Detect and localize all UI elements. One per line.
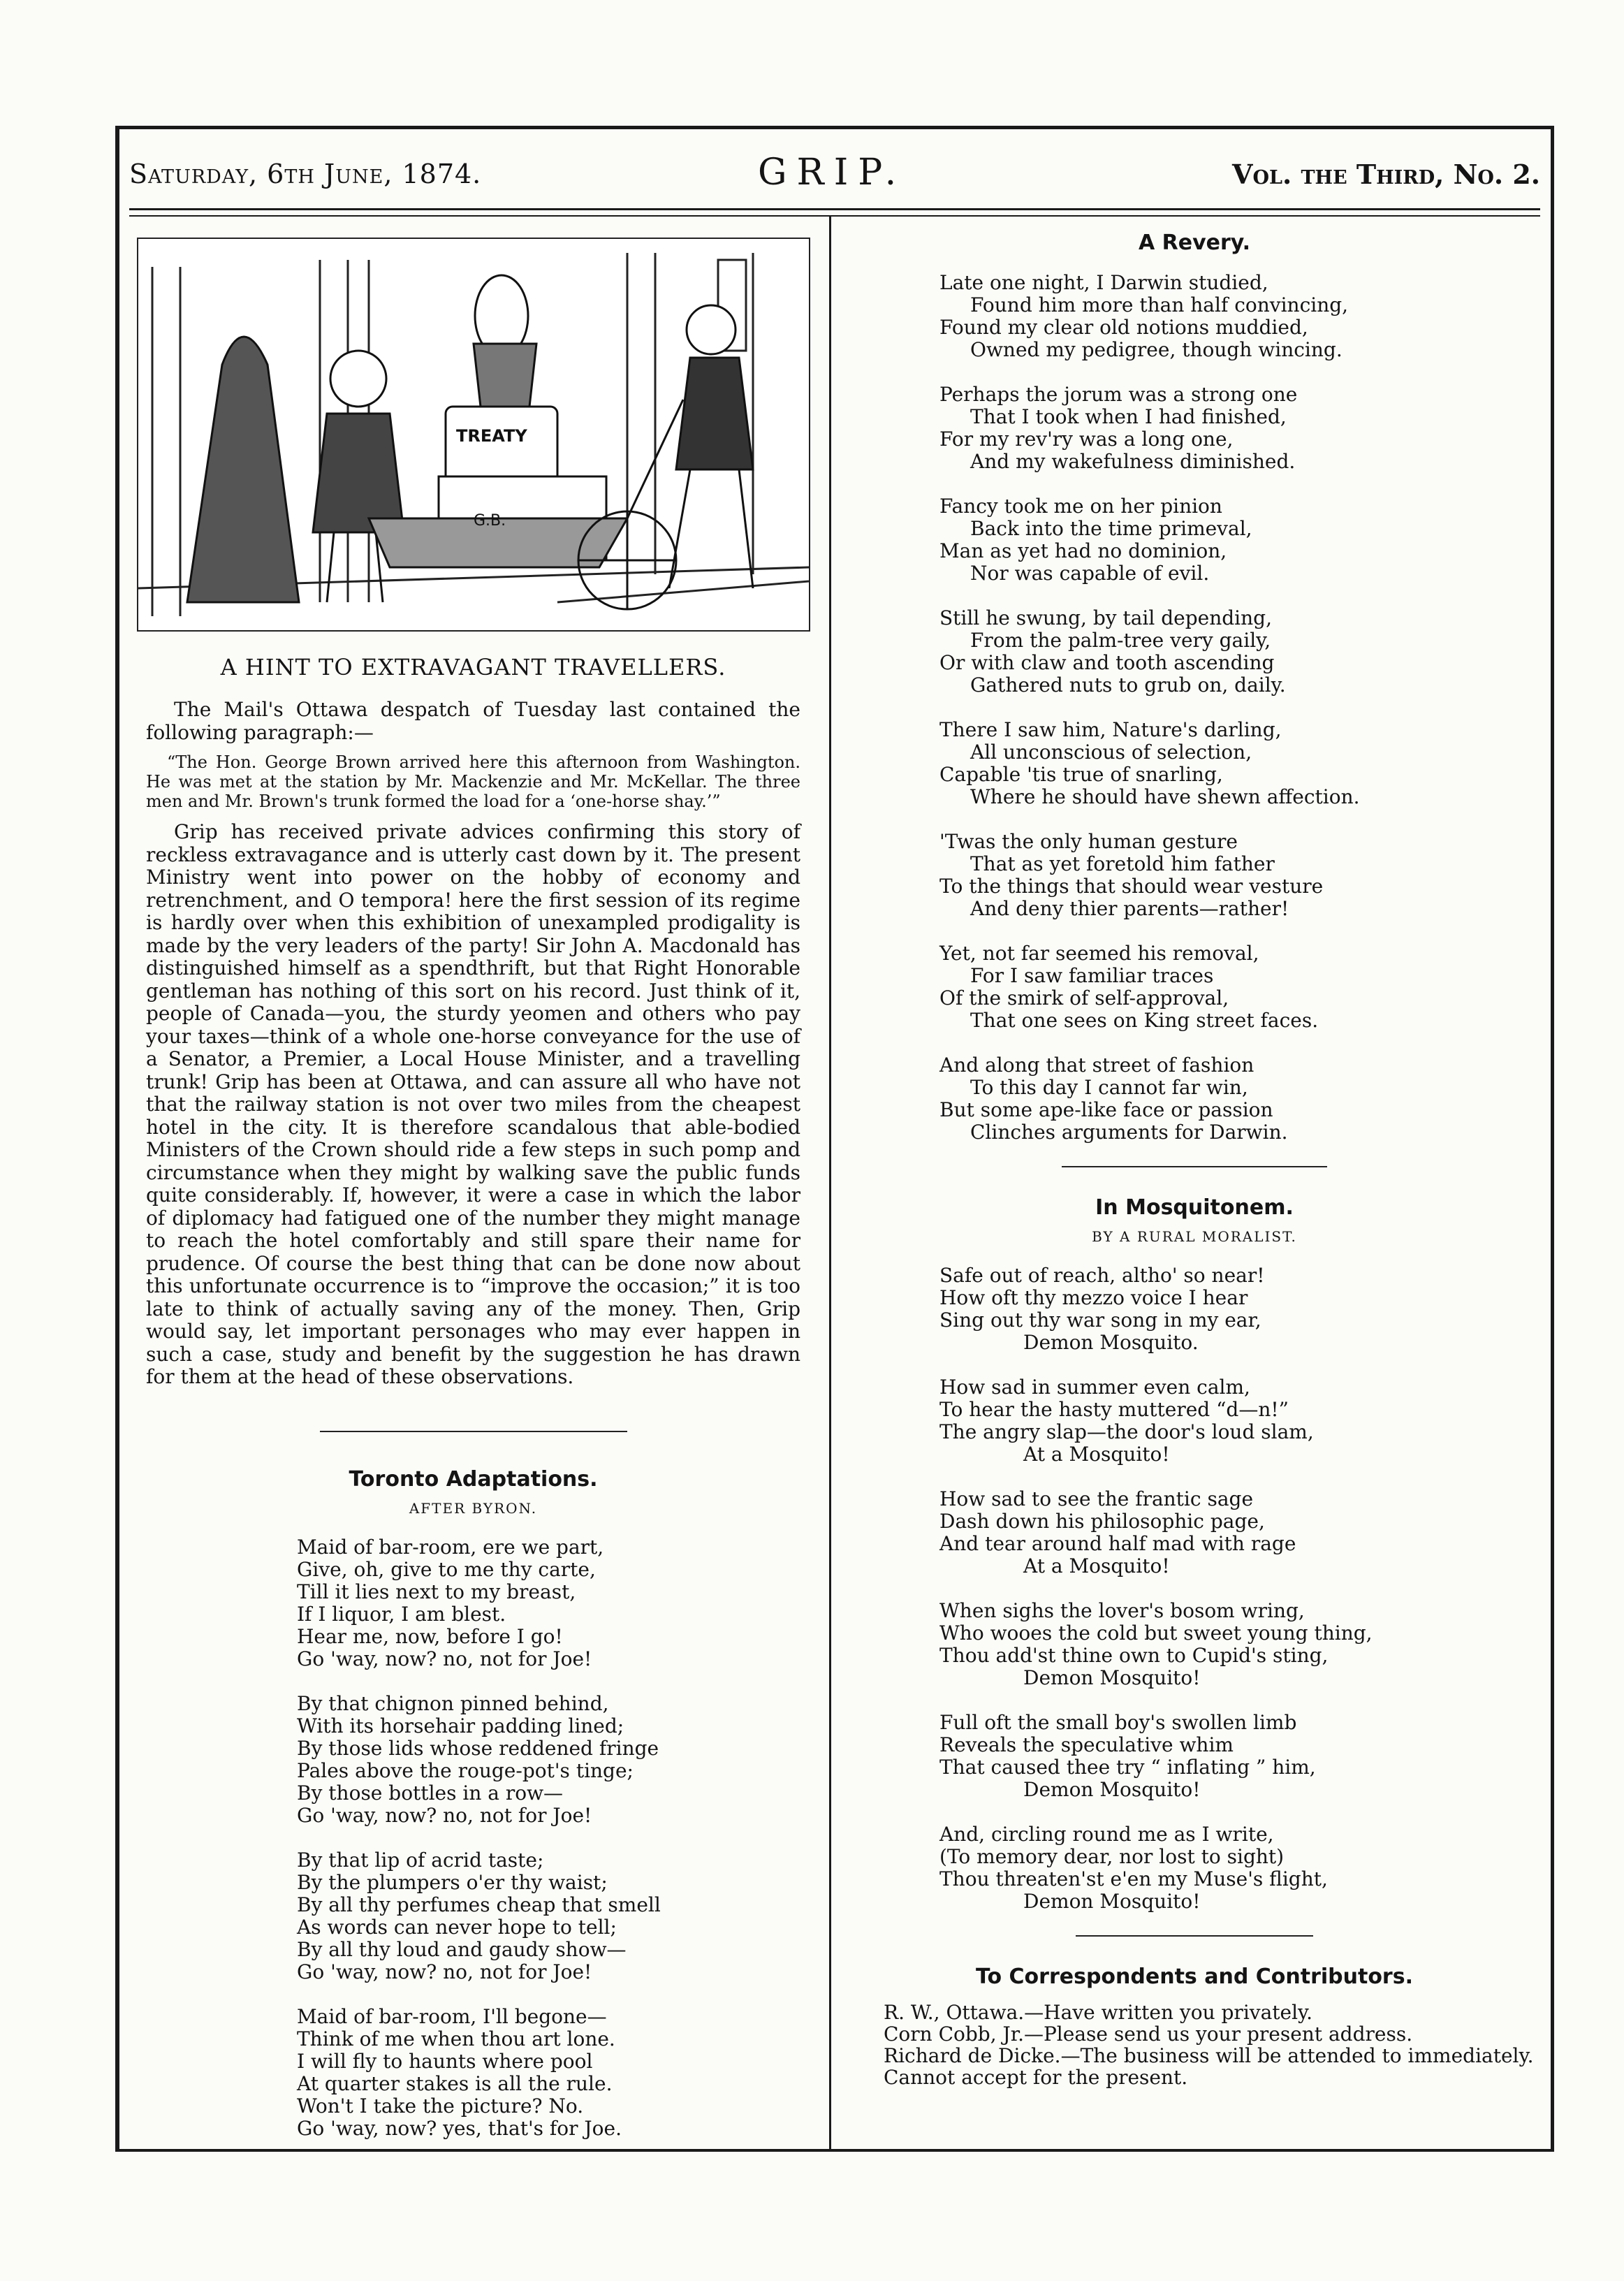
poem-line: To hear the hasty muttered “d—n!” [939, 1398, 1289, 1421]
poem-line: I will fly to haunts where pool [297, 2049, 593, 2073]
poem-line: And my wakefulness diminished. [970, 450, 1296, 473]
poem-stanza [939, 1265, 1544, 1354]
poem-a-revery [939, 272, 1544, 1144]
poem-stanza [297, 1536, 817, 1670]
left-column [129, 231, 817, 2162]
editorial-cartoon [137, 238, 810, 632]
poem-stanza [939, 1712, 1544, 1801]
correspondent-note: Cannot accept for the present. [884, 2066, 1188, 2089]
poem-line: Back into the time primeval, [970, 517, 1252, 540]
poem-line: But some ape-like face or passion [939, 1098, 1273, 1121]
poem-line: Clinches arguments for Darwin. [970, 1121, 1288, 1144]
poem-title-revery: A Revery. [1138, 231, 1250, 255]
poem-line: From the palm-tree very gaily, [970, 629, 1271, 652]
poem-in-mosquitonem [939, 1265, 1544, 1913]
poem-stanza [939, 1054, 1544, 1144]
poem-line: At a Mosquito! [1023, 1554, 1170, 1577]
poem-stanza [939, 272, 1544, 361]
poem-line: Thou threaten'st e'en my Muse's flight, [939, 1867, 1328, 1890]
poem-line: Demon Mosquito! [1023, 1666, 1201, 1689]
poem-stanza [939, 495, 1544, 585]
poem-line: Go 'way, now? no, not for Joe! [297, 1960, 592, 1983]
poem-line: And along that street of fashion [939, 1054, 1254, 1077]
poem-line: How sad in summer even calm, [939, 1376, 1250, 1399]
header-rule-thin [129, 215, 1540, 217]
poem-line: To the things that should wear vesture [939, 875, 1324, 898]
poem-stanza [297, 1849, 817, 1983]
masthead-title: GRIP. [758, 152, 907, 194]
poem-byline-toronto: AFTER BYRON. [409, 1499, 538, 1517]
poem-line: Think of me when thou art lone. [297, 2027, 615, 2050]
poem-line: By the plumpers o'er thy waist; [297, 1870, 608, 1894]
poem-line: Till it lies next to my breast, [297, 1580, 576, 1603]
poem-line: Demon Mosquito! [1023, 1778, 1201, 1801]
poem-line: Go 'way, now? no, not for Joe! [297, 1647, 592, 1670]
poem-stanza [939, 1600, 1544, 1689]
poem-line: At a Mosquito! [1023, 1443, 1170, 1466]
poem-line: Fancy took me on her pinion [939, 495, 1222, 518]
poem-line: Man as yet had no dominion, [939, 539, 1227, 562]
poem-title-toronto: Toronto Adaptations. [349, 1466, 598, 1492]
poem-byline-mosquito: BY A RURAL MORALIST. [1092, 1228, 1297, 1245]
poem-line: How sad to see the frantic sage [939, 1487, 1254, 1510]
poem-stanza [939, 384, 1544, 473]
poem-stanza [939, 607, 1544, 697]
poem-line: By all thy perfumes cheap that smell [297, 1893, 661, 1916]
poem-stanza [939, 1376, 1544, 1466]
cartoon-label-treaty: TREATY [455, 426, 527, 446]
poem-line: And deny thier parents—rather! [970, 897, 1289, 920]
poem-line: By those lids whose reddened fringe [297, 1736, 659, 1760]
poem-line: By that chignon pinned behind, [297, 1691, 609, 1715]
section-divider [320, 1431, 627, 1432]
poem-stanza [297, 1693, 817, 1827]
poem-line: Where he should have shewn affection. [970, 785, 1360, 808]
page-border-right [1551, 126, 1554, 2152]
poem-line: Demon Mosquito. [1023, 1331, 1199, 1354]
poem-stanza [939, 831, 1544, 920]
poem-line: Maid of bar-room, I'll begone— [297, 2004, 607, 2028]
correspondent-note: Corn Cobb, Jr.—Please send us your present address. [884, 2023, 1413, 2046]
poem-line: Or with claw and tooth ascending [939, 651, 1275, 674]
poem-line: By that lip of acrid taste; [297, 1848, 544, 1872]
poem-line: To this day I cannot far win, [970, 1076, 1248, 1099]
correspondents-title: To Correspondents and Contributors. [976, 1965, 1413, 1989]
poem-line: For I saw familiar traces [970, 964, 1214, 987]
poem-line: Gathered nuts to grub on, daily. [970, 673, 1286, 697]
poem-line: There I saw him, Nature's darling, [939, 718, 1282, 741]
poem-line: Won't I take the picture? No. [297, 2094, 584, 2118]
section-divider [1062, 1166, 1327, 1167]
poem-line: How oft thy mezzo voice I hear [939, 1286, 1248, 1309]
poem-line: When sighs the lover's bosom wring, [939, 1599, 1305, 1622]
volume-number: Vol. the Third, No. 2. [1232, 159, 1540, 190]
poem-line: Go 'way, now? no, not for Joe! [297, 1803, 592, 1827]
section-divider [1076, 1935, 1313, 1937]
poem-line: For my rev'ry was a long one, [939, 428, 1234, 451]
poem-stanza [939, 1823, 1544, 1913]
poem-line: Found my clear old notions muddied, [939, 316, 1308, 339]
poem-line: Dash down his philosophic page, [939, 1510, 1265, 1533]
poem-line: And tear around half mad with rage [939, 1532, 1296, 1555]
poem-line: At quarter stakes is all the rule. [297, 2071, 613, 2095]
poem-line: Nor was capable of evil. [970, 562, 1210, 585]
poem-line: Late one night, I Darwin studied, [939, 271, 1268, 294]
article-body: Grip has received private advices confirming this story of reckless extravagance and is utterly cast down by it. The present Ministry went into power on the hobby of economy and retrenchment, and O tempora! here the first session of its regime is hardly over when this exhibition of unexampled prodigality is made by the very leaders of the party! Sir John A. Macdonald has distinguished himself as a spendthrift, but that Right Honorable gentleman has nothing of this sort on his record. Just think of it, people of Canada—you, the sturdy yeomen and others who pay your taxes—think of a whole one-horse conveyance for the use of a Senator, a Premier, a Local House Minister, and a travelling trunk! Grip has been at Ottawa, and can assure all who have not that the railway station is not over two miles from the cheapest hotel in the city. It is therefore scandalous that able-bodied Ministers of the Crown should ride a few steps in such pomp and circumstance when they might by walking save the public funds quite considerably. If, however, it were a case in which the labor of diplomacy had fatigued one of the number they might manage to reach the hotel comfortably and still spare their name for prudence. Of course the best thing that can be done now about this unfortunate occurrence is to “improve the occasion;” it is too late to think of actually saving any of the money. Then, Grip would say, let important personages who may ever happen in such a case, study and benefit by the suggestion he has drawn for them at the head of these observations. [146, 820, 800, 1388]
column-divider [829, 217, 831, 2152]
poem-line: Give, oh, give to me thy carte, [297, 1557, 596, 1581]
poem-line: Found him more than half convincing, [970, 293, 1349, 316]
poem-line: Owned my pedigree, though wincing. [970, 338, 1343, 361]
poem-line: With its horsehair padding lined; [297, 1714, 624, 1737]
correspondents-notes [884, 2002, 1544, 2088]
poem-stanza [939, 1488, 1544, 1577]
poem-line: All unconscious of selection, [970, 741, 1252, 764]
poem-line: Demon Mosquito! [1023, 1890, 1201, 1913]
poem-line: Go 'way, now? yes, that's for Joe. [297, 2116, 622, 2140]
poem-line: By those bottles in a row— [297, 1781, 564, 1805]
poem-stanza [939, 719, 1544, 808]
poem-line: Reveals the speculative whim [939, 1733, 1234, 1756]
cartoon-label-gb: G.B. [473, 512, 506, 530]
issue-date: Saturday, 6th June, 1874. [129, 159, 482, 189]
page-header [129, 143, 1540, 206]
poem-line: (To memory dear, nor lost to sight) [939, 1845, 1285, 1868]
poem-line: The angry slap—the door's loud slam, [939, 1420, 1314, 1443]
poem-line: That one sees on King street faces. [970, 1009, 1319, 1032]
poem-line: Yet, not far seemed his removal, [939, 942, 1259, 965]
poem-line: And, circling round me as I write, [939, 1823, 1274, 1846]
poem-line: Who wooes the cold but sweet young thing, [939, 1622, 1373, 1645]
poem-line: Full oft the small boy's swollen limb [939, 1711, 1297, 1734]
poem-line: As words can never hope to tell; [297, 1915, 617, 1939]
poem-line: By all thy loud and gaudy show— [297, 1937, 627, 1961]
poem-line: Perhaps the jorum was a strong one [939, 383, 1298, 406]
poem-line: If I liquor, I am blest. [297, 1602, 506, 1626]
article-quote: “The Hon. George Brown arrived here this afternoon from Washington. He was met at the station by Mr. Mackenzie and Mr. McKellar. The three men and Mr. Brown's trunk formed the load for a ‘one-horse shay.’” [146, 752, 800, 811]
poem-title-mosquito: In Mosquitonem. [1095, 1195, 1294, 1220]
poem-line: Safe out of reach, altho' so near! [939, 1264, 1265, 1287]
poem-line: Thou add'st thine own to Cupid's sting, [939, 1644, 1329, 1667]
poem-toronto-adaptations [297, 1536, 817, 2140]
page-border-top [115, 126, 1554, 129]
newspaper-page [115, 126, 1554, 2152]
poem-line: Still he swung, by tail depending, [939, 606, 1272, 629]
poem-line: That I took when I had finished, [970, 405, 1287, 428]
poem-line: Capable 'tis true of snarling, [939, 763, 1223, 786]
cartoon-caption: A HINT TO EXTRAVAGANT TRAVELLERS. [220, 654, 726, 680]
correspondent-note: R. W., Ottawa.—Have written you privately. [884, 2001, 1313, 2024]
poem-line: Pales above the rouge-pot's tinge; [297, 1758, 634, 1782]
poem-line: Hear me, now, before I go! [297, 1624, 563, 1648]
header-rule [129, 208, 1540, 210]
right-column [845, 231, 1544, 2088]
poem-stanza [939, 942, 1544, 1032]
correspondent-note: Richard de Dicke.—The business will be attended to immediately. [884, 2044, 1534, 2067]
poem-line: That as yet foretold him father [970, 852, 1275, 875]
poem-line: Of the smirk of self-approval, [939, 986, 1229, 1010]
poem-line: Maid of bar-room, ere we part, [297, 1535, 604, 1559]
article-intro: The Mail's Ottawa despatch of Tuesday last contained the following paragraph:— [146, 698, 800, 744]
poem-line: Sing out thy war song in my ear, [939, 1309, 1261, 1332]
poem-line: 'Twas the only human gesture [939, 830, 1238, 853]
poem-line: That caused thee try “ inflating ” him, [939, 1756, 1316, 1779]
poem-stanza [297, 2006, 817, 2140]
page-border-left [115, 126, 119, 2152]
